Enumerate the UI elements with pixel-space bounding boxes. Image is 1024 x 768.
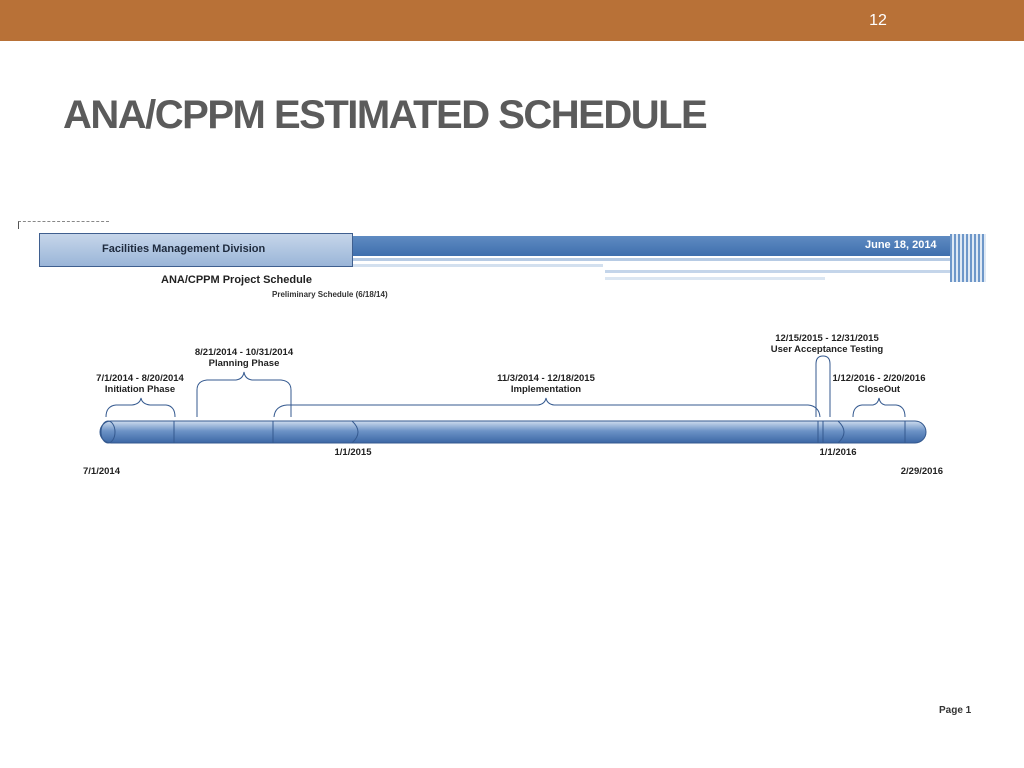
phase-dates-closeout: 1/12/2016 - 2/20/2016 [832,373,926,384]
tick-label-2016: 1/1/2016 [819,447,857,458]
project-title: ANA/CPPM Project Schedule [161,274,312,286]
phase-dates-planning: 8/21/2014 - 10/31/2014 [194,347,294,358]
document-date: June 18, 2014 [865,239,937,251]
timeline-end-label: 2/29/2016 [900,466,943,477]
slide-number: 12 [869,12,887,29]
phase-name-initiation: Initiation Phase [104,384,176,395]
footer-page-number: Page 1 [939,705,972,716]
phase-name-implementation: Implementation [510,384,582,395]
slide-title: ANA/CPPM ESTIMATED SCHEDULE [63,93,707,137]
phase-dates-initiation: 7/1/2014 - 8/20/2014 [96,373,184,384]
phase-brace-initiation [106,398,175,417]
phase-brace-closeout [853,398,905,417]
phase-brace-uat [816,356,830,417]
phase-name-planning: Planning Phase [208,358,280,369]
phase-dates-uat: 12/15/2015 - 12/31/2015 [775,333,879,344]
timeline-bar [100,421,926,443]
phase-name-uat: User Acceptance Testing [770,344,884,355]
phase-name-closeout: CloseOut [857,384,901,395]
division-label: Facilities Management Division [102,243,266,255]
phase-brace-planning [197,372,291,390]
tick-label-2015: 1/1/2015 [334,447,372,458]
timeline-start-label: 7/1/2014 [83,466,120,477]
schedule-subtitle: Preliminary Schedule (6/18/14) [272,290,388,299]
phase-dates-implementation: 11/3/2014 - 12/18/2015 [497,373,595,384]
phase-brace-implementation [274,398,820,417]
